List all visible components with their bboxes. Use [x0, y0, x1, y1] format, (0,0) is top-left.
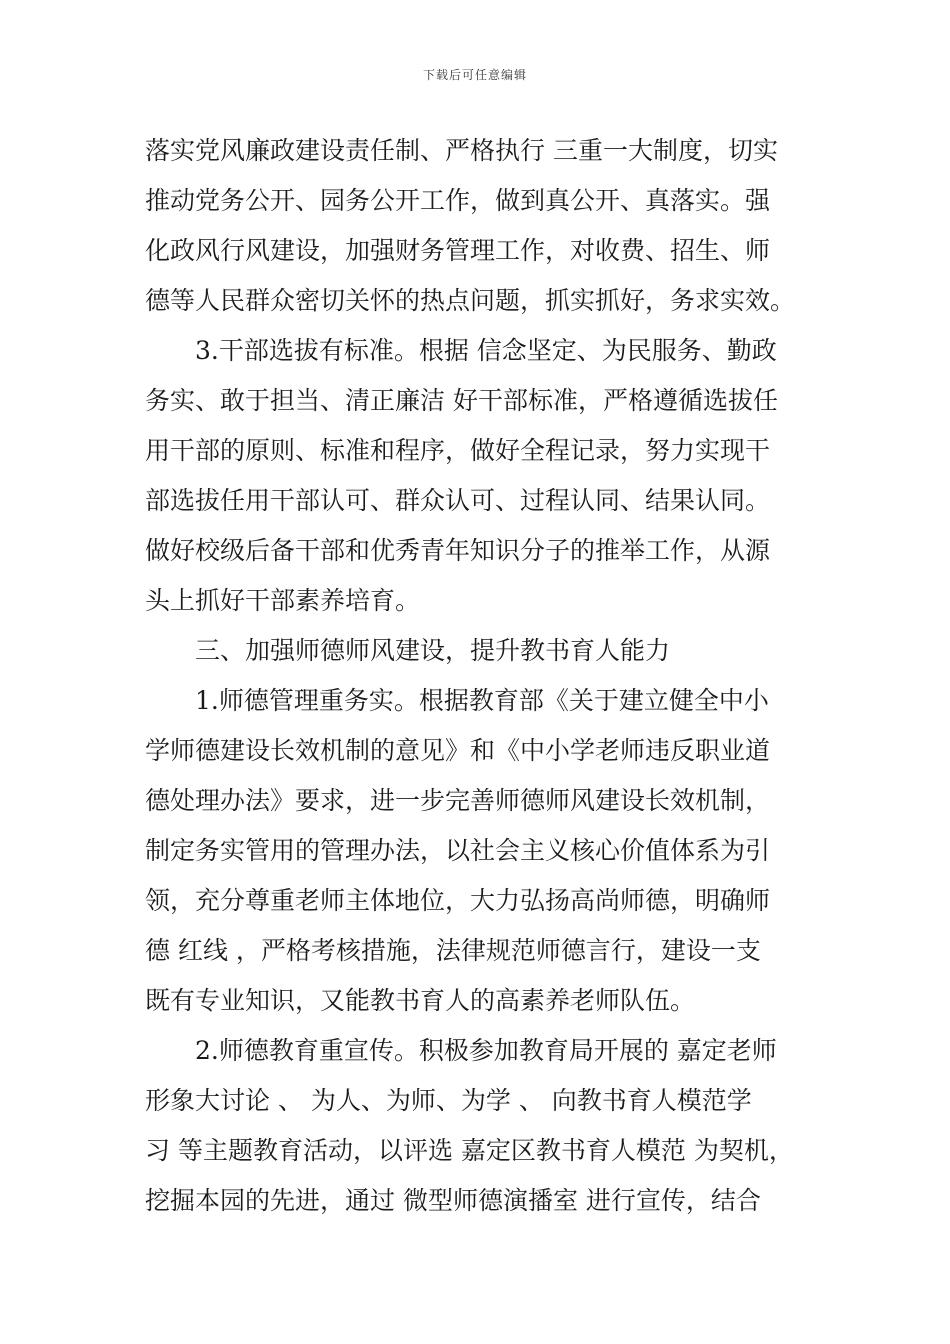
- text-line: 务实、敢于担当、清正廉洁 好干部标准，严格遵循选拔任: [145, 386, 778, 415]
- text-line: 2.师德教育重宣传。积极参加教育局开展的 嘉定老师: [195, 1036, 777, 1065]
- text-line: 落实党风廉政建设责任制、严格执行 三重一大制度，切实: [145, 136, 778, 165]
- text-line: 1.师德管理重务实。根据教育部《关于建立健全中小: [195, 686, 769, 715]
- text-line: 头上抓好干部素养培育。: [145, 586, 421, 615]
- text-line: 制定务实管用的管理办法，以社会主义核心价值体系为引: [145, 836, 771, 865]
- text-line: 领，充分尊重老师主体地位，大力弘扬高尚师德，明确师: [145, 886, 771, 915]
- text-line: 德处理办法》要求，进一步完善师德师风建设长效机制，: [145, 786, 771, 815]
- text-line: 德 红线 ，严格考核措施，法律规范师德言行，建设一支: [145, 936, 761, 965]
- text-line: 3.干部选拔有标准。根据 信念坚定、为民服务、勤政: [195, 336, 777, 365]
- text-line: 形象大讨论 、 为人、为师、为学 、 向教书育人模范学: [145, 1086, 752, 1115]
- text-line: 三、加强师德师风建设，提升教书育人能力: [195, 636, 671, 665]
- text-line: 既有专业知识，又能教书育人的高素养老师队伍。: [145, 986, 696, 1015]
- text-line: 化政风行风建设，加强财务管理工作，对收费、招生、师: [145, 236, 771, 265]
- text-line: 挖掘本园的先进，通过 微型师德演播室 进行宣传，结合: [145, 1186, 761, 1215]
- page-header: 下载后可任意编辑: [422, 68, 527, 82]
- text-line: 德等人民群众密切关怀的热点问题，抓实抓好，务求实效。: [145, 286, 796, 315]
- text-line: 习 等主题教育活动，以评选 嘉定区教书育人模范 为契机，: [145, 1136, 794, 1165]
- document-body: [145, 126, 810, 1226]
- text-line: 学师德建设长效机制的意见》和《中小学老师违反职业道: [145, 736, 771, 765]
- text-line: 推动党务公开、园务公开工作，做到真公开、真落实。强: [145, 186, 771, 215]
- text-line: 用干部的原则、标准和程序，做好全程记录，努力实现干: [145, 436, 771, 465]
- text-line: 做好校级后备干部和优秀青年知识分子的推举工作，从源: [145, 536, 771, 565]
- text-line: 部选拔任用干部认可、群众认可、过程认同、结果认同。: [145, 486, 771, 515]
